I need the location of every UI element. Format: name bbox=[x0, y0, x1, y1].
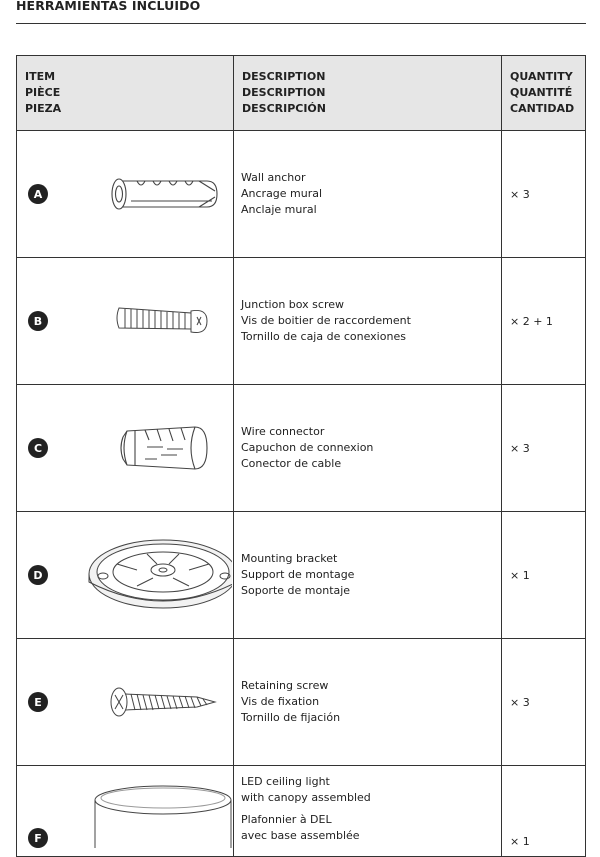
description-fr-2: avec base assemblée bbox=[241, 829, 360, 842]
description-es: Anclaje mural bbox=[241, 203, 317, 216]
item-cell bbox=[17, 512, 234, 639]
mounting-bracket-icon bbox=[67, 512, 232, 638]
header-quantity-fr: QUANTITÉ bbox=[510, 86, 573, 99]
item-letter-badge: E bbox=[28, 692, 48, 712]
wire-connector-icon bbox=[67, 385, 232, 511]
item-cell bbox=[17, 766, 234, 857]
table-row bbox=[17, 639, 586, 766]
table-row bbox=[17, 131, 586, 258]
description-cell bbox=[234, 639, 502, 766]
description-es: Soporte de montaje bbox=[241, 584, 351, 597]
description-fr: Ancrage mural bbox=[241, 187, 323, 200]
table-row bbox=[17, 385, 586, 512]
header-item bbox=[17, 56, 234, 131]
description-fr-1: Plafonnier à DEL bbox=[241, 813, 332, 826]
description-cell bbox=[234, 258, 502, 385]
description-en-2: with canopy assembled bbox=[241, 791, 371, 804]
item-letter-badge: A bbox=[28, 184, 48, 204]
title-divider bbox=[16, 23, 586, 24]
description-fr: Support de montage bbox=[241, 568, 355, 581]
description-en-1: LED ceiling light bbox=[241, 775, 330, 788]
description-cell bbox=[234, 385, 502, 512]
description-fr: Vis de fixation bbox=[241, 695, 320, 708]
description-fr: Capuchon de connexion bbox=[241, 441, 374, 454]
led-ceiling-light-icon bbox=[67, 766, 232, 848]
retaining-screw-icon bbox=[67, 639, 232, 765]
description-en: Wire connector bbox=[241, 425, 325, 438]
item-cell bbox=[17, 385, 234, 512]
header-quantity-es: CANTIDAD bbox=[510, 102, 575, 115]
header-item-fr: PIÈCE bbox=[25, 86, 61, 99]
item-letter-badge: D bbox=[28, 565, 48, 585]
description-cell bbox=[234, 512, 502, 639]
description-es: Conector de cable bbox=[241, 457, 342, 470]
item-letter-badge: C bbox=[28, 438, 48, 458]
header-description-fr: DESCRIPTION bbox=[242, 86, 326, 99]
item-letter-badge: F bbox=[28, 828, 48, 848]
header-quantity bbox=[502, 56, 586, 131]
description-en: Mounting bracket bbox=[241, 552, 338, 565]
page-title: HERRAMIENTAS INCLUIDO bbox=[16, 0, 201, 13]
quantity-cell: × 1 bbox=[502, 766, 586, 857]
description-en: Retaining screw bbox=[241, 679, 329, 692]
parts-table bbox=[16, 55, 586, 857]
description-es: Tornillo de fijación bbox=[241, 711, 341, 724]
description-en: Junction box screw bbox=[241, 298, 345, 311]
table-row bbox=[17, 766, 586, 857]
description-es: Tornillo de caja de conexiones bbox=[241, 330, 406, 343]
description-cell bbox=[234, 131, 502, 258]
header-item-es: PIEZA bbox=[25, 102, 62, 115]
header-description-es: DESCRIPCIÓN bbox=[242, 102, 326, 115]
table-row bbox=[17, 258, 586, 385]
item-cell bbox=[17, 131, 234, 258]
quantity-cell: × 3 bbox=[502, 639, 586, 766]
quantity-cell: × 3 bbox=[502, 131, 586, 258]
table-header-row bbox=[17, 56, 586, 131]
item-cell bbox=[17, 258, 234, 385]
description-en: Wall anchor bbox=[241, 171, 306, 184]
item-letter-badge: B bbox=[28, 311, 48, 331]
header-quantity-en: QUANTITY bbox=[510, 70, 573, 83]
item-cell bbox=[17, 639, 234, 766]
header-item-en: ITEM bbox=[25, 70, 56, 83]
quantity-cell: × 1 bbox=[502, 512, 586, 639]
header-description bbox=[234, 56, 502, 131]
description-cell bbox=[234, 766, 502, 857]
header-description-en: DESCRIPTION bbox=[242, 70, 326, 83]
quantity-cell: × 3 bbox=[502, 385, 586, 512]
quantity-cell: × 2 + 1 bbox=[502, 258, 586, 385]
junction-box-screw-icon bbox=[67, 258, 232, 384]
description-fr: Vis de boitier de raccordement bbox=[241, 314, 411, 327]
table-row bbox=[17, 512, 586, 639]
wall-anchor-icon bbox=[67, 131, 232, 257]
